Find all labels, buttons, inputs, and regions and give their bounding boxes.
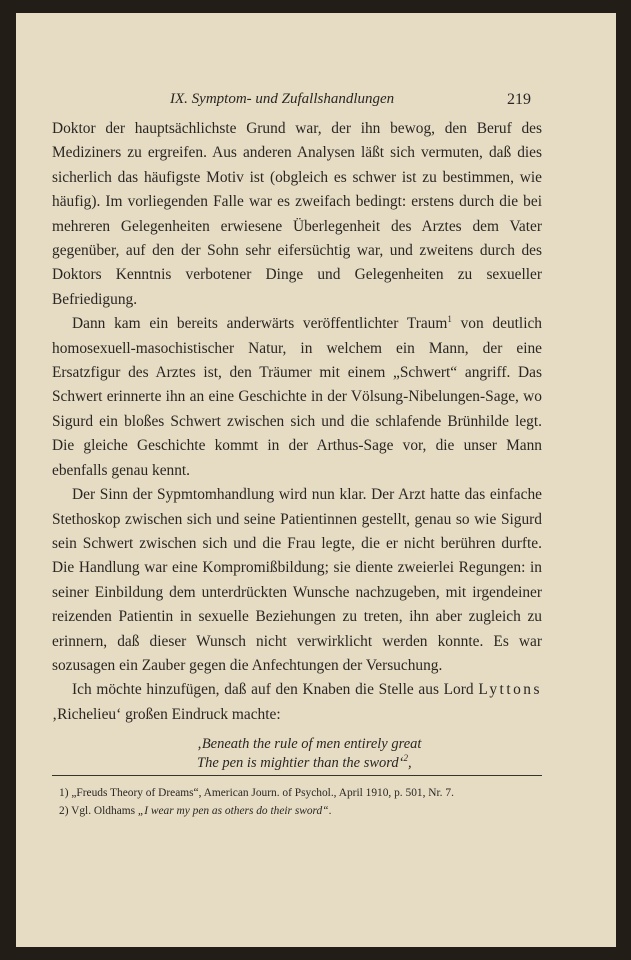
body-text — [52, 117, 542, 727]
quotation — [197, 735, 527, 773]
page-header — [106, 91, 531, 111]
paragraph-2 — [52, 312, 542, 483]
paragraph-3: Der Sinn der Sypmtomhandlung wird nun klar. Der Arzt hatte das einfache Stethoskop zwischen sich und seine Patientinnen gestellt, genau so wie Sigurd sein Schwert zwischen sich und die Frau legte, die er nicht berühren durfte. Die Handlung war eine Kompromißbildung; sie diente zweierlei Regungen: in seiner Einbildung dem unterdrückten Wunsche nachzugeben, mit irgendeiner reizenden Patientin in sexuelle Beziehungen zu treten, ihn aber zugleich zu erinnern, daß dieser Wunsch nicht verwirklicht werden konnte. Es war sozusagen ein Zauber gegen die Anfechtungen der Versuchung. — [52, 486, 542, 674]
footnote-ref-2: 2 — [403, 753, 408, 764]
quotation-line-2-text: The pen is mightier than the sword‘ — [197, 755, 404, 771]
paragraph-4 — [52, 678, 542, 727]
footnote-2-text-a: 2) Vgl. Oldhams — [59, 805, 138, 817]
footnote-2-quote: „I wear my pen as others do their sword“ — [137, 805, 329, 817]
quotation-line-2 — [197, 754, 527, 773]
paragraph-2-text-a: Dann kam ein bereits anderwärts veröffentlichter Traum — [72, 315, 448, 333]
footnotes — [59, 784, 549, 820]
footnote-1: 1) „Freuds Theory of Dreams“, American Journ. of Psychol., April 1910, p. 501, Nr. 7. — [59, 787, 454, 799]
footnote-ref-1: 1 — [447, 314, 452, 325]
quotation-line-2-end: , — [407, 755, 412, 771]
footnote-2-end: . — [328, 805, 332, 817]
quotation-line-1: ‚Beneath the rule of men entirely great — [197, 736, 422, 752]
footnote-2 — [59, 802, 549, 820]
author-name-lyttons: Lyttons — [478, 681, 542, 699]
book-page — [16, 13, 616, 947]
paragraph-4-text-b: ‚Richelieu‘ großen Eindruck machte: — [52, 705, 281, 723]
paragraph-4-text-a: Ich möchte hinzufügen, daß auf den Knaben die Stelle aus Lord — [72, 681, 479, 699]
running-title: IX. Symptom- und Zufallshandlungen — [170, 91, 395, 107]
page-number: 219 — [507, 91, 531, 108]
paragraph-2-text-b: von deutlich homosexuell-masochistischer Natur, in welchem ein Mann, der eine Ersatzfigur des Arztes ist, den Träumer mit einem „Schwert“ angriff. Das Schwert erinnerte ihn an eine Geschichte in der Völsung-Nibelungen-Sage, wo Sigurd ein bloßes Schwert zwischen sich und die schlafende Brünhilde legt. Die gleiche Geschichte kommt in der Arthus-Sage vor, die unser Mann ebenfalls genau kennt. — [52, 315, 542, 479]
paragraph-1: Doktor der hauptsächlichste Grund war, der ihn bewog, den Beruf des Mediziners zu ergreifen. Aus anderen Analysen läßt sich vermuten, daß dies sicherlich das häufigste Motiv ist (obgleich es schwer ist zu bestimmen, wie häufig). Im vorliegenden Falle war es zweifach bedingt: erstens durch die bei mehreren Gelegenheiten erwiesene Überlegenheit des Arztes dem Vater gegenüber, auf den der Sohn sehr eifersüchtig war, und zweitens durch des Doktors Kenntnis verbotener Dinge und Gelegenheiten zu sexueller Befriedigung. — [52, 120, 542, 308]
footnote-divider — [52, 775, 542, 776]
